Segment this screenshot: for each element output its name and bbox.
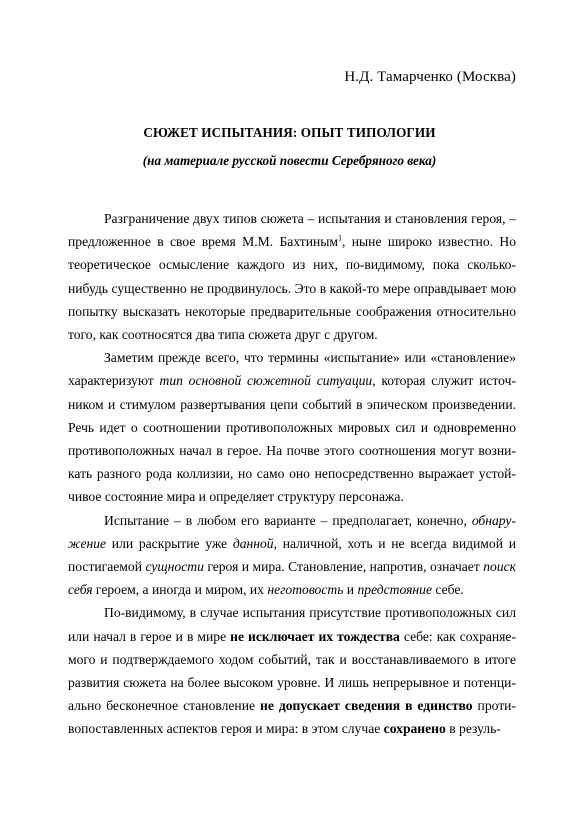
paragraph-text: себе: как сохраняемого и подтверждаемого ходом событий, так и восстанавливаемого в итоге развития сюжета на более высоком уровне. И лишь непрерывное и потенциально бесконечное становление <box>68 628 516 714</box>
emphasis-text: тип основной сюжетной ситуации <box>159 373 373 389</box>
emphasis-text: предстояние <box>357 582 432 598</box>
paragraph-text: или раскрытие уже <box>106 535 233 551</box>
paragraph-3 <box>68 509 516 602</box>
paragraph-text: По-видимому, в случае испытания присутствие противоположных сил или начал в герое и в мире <box>68 605 516 644</box>
paragraph-text: в резуль- <box>445 721 501 737</box>
paragraph-2 <box>68 346 516 508</box>
bold-text: не допускает сведения в единство <box>260 698 473 714</box>
paragraph-text: Испытание – в любом его варианте – предполагает, конечно, <box>104 512 472 528</box>
paragraph-text: и <box>343 582 358 598</box>
paragraph-4 <box>68 601 516 740</box>
paragraph-text: , наличной, хоть и не всегда видимой и постигаемой <box>68 535 516 575</box>
article-subtitle: (на материале русской повести Серебряного века) <box>142 153 437 168</box>
paragraph-text: Разграничение двух типов сюжета – испытания и становления героя, – предложенное в свое время М.М. Бахтиным <box>68 211 516 250</box>
author-name: Н.Д. Тамарченко (Москва) <box>344 69 516 85</box>
emphasis-text: данной <box>232 535 274 551</box>
paragraph-text: себе. <box>432 582 464 598</box>
paragraph-text: , которая служит источником и стимулом развертывания цепи событий в эпическом произведении. Речь идет о соотношении противоположных мировых сил и одновременно противоположных начал в герое. На почве этого соотношения могут возникать разного рода коллизии, но само оно непосредственно выражает устойчивое состояние мира и определяет структуру персонажа. <box>68 373 516 505</box>
paragraph-text: Заметим прежде всего, что термины «испытание» или «становление» характеризуют <box>68 350 516 389</box>
footnote-marker[interactable]: 1 <box>338 233 343 243</box>
paragraph-text: героем, а иногда и миром, их <box>92 582 268 598</box>
article-body <box>68 207 516 741</box>
emphasis-text: поиск себя <box>68 559 517 598</box>
bold-text: сохранено <box>383 721 446 737</box>
paragraph-1 <box>68 207 516 346</box>
paragraph-text: героя и мира. Становление, напротив, означает <box>203 559 484 575</box>
emphasis-text: обнаружение <box>68 512 516 551</box>
paragraph-text: , ныне широко известно. Но теоретическое осмысление каждого из них, по-видимому, пока сколько-нибудь существенно не продвинулось. Это в какой-то мере оправдывает мою попытку высказать некоторые предварительные соображения относительно того, как соотносятся два типа сюжета друг с другом. <box>68 234 516 343</box>
emphasis-text: неготовость <box>267 582 344 598</box>
article-title: СЮЖЕТ ИСПЫТАНИЯ: ОПЫТ ТИПОЛОГИИ <box>143 125 436 140</box>
paragraph-text: противопоставленных аспектов героя и мира: в этом случае <box>68 698 516 737</box>
emphasis-text: сущности <box>145 559 204 575</box>
bold-text: не исключает их тождества <box>230 628 400 644</box>
